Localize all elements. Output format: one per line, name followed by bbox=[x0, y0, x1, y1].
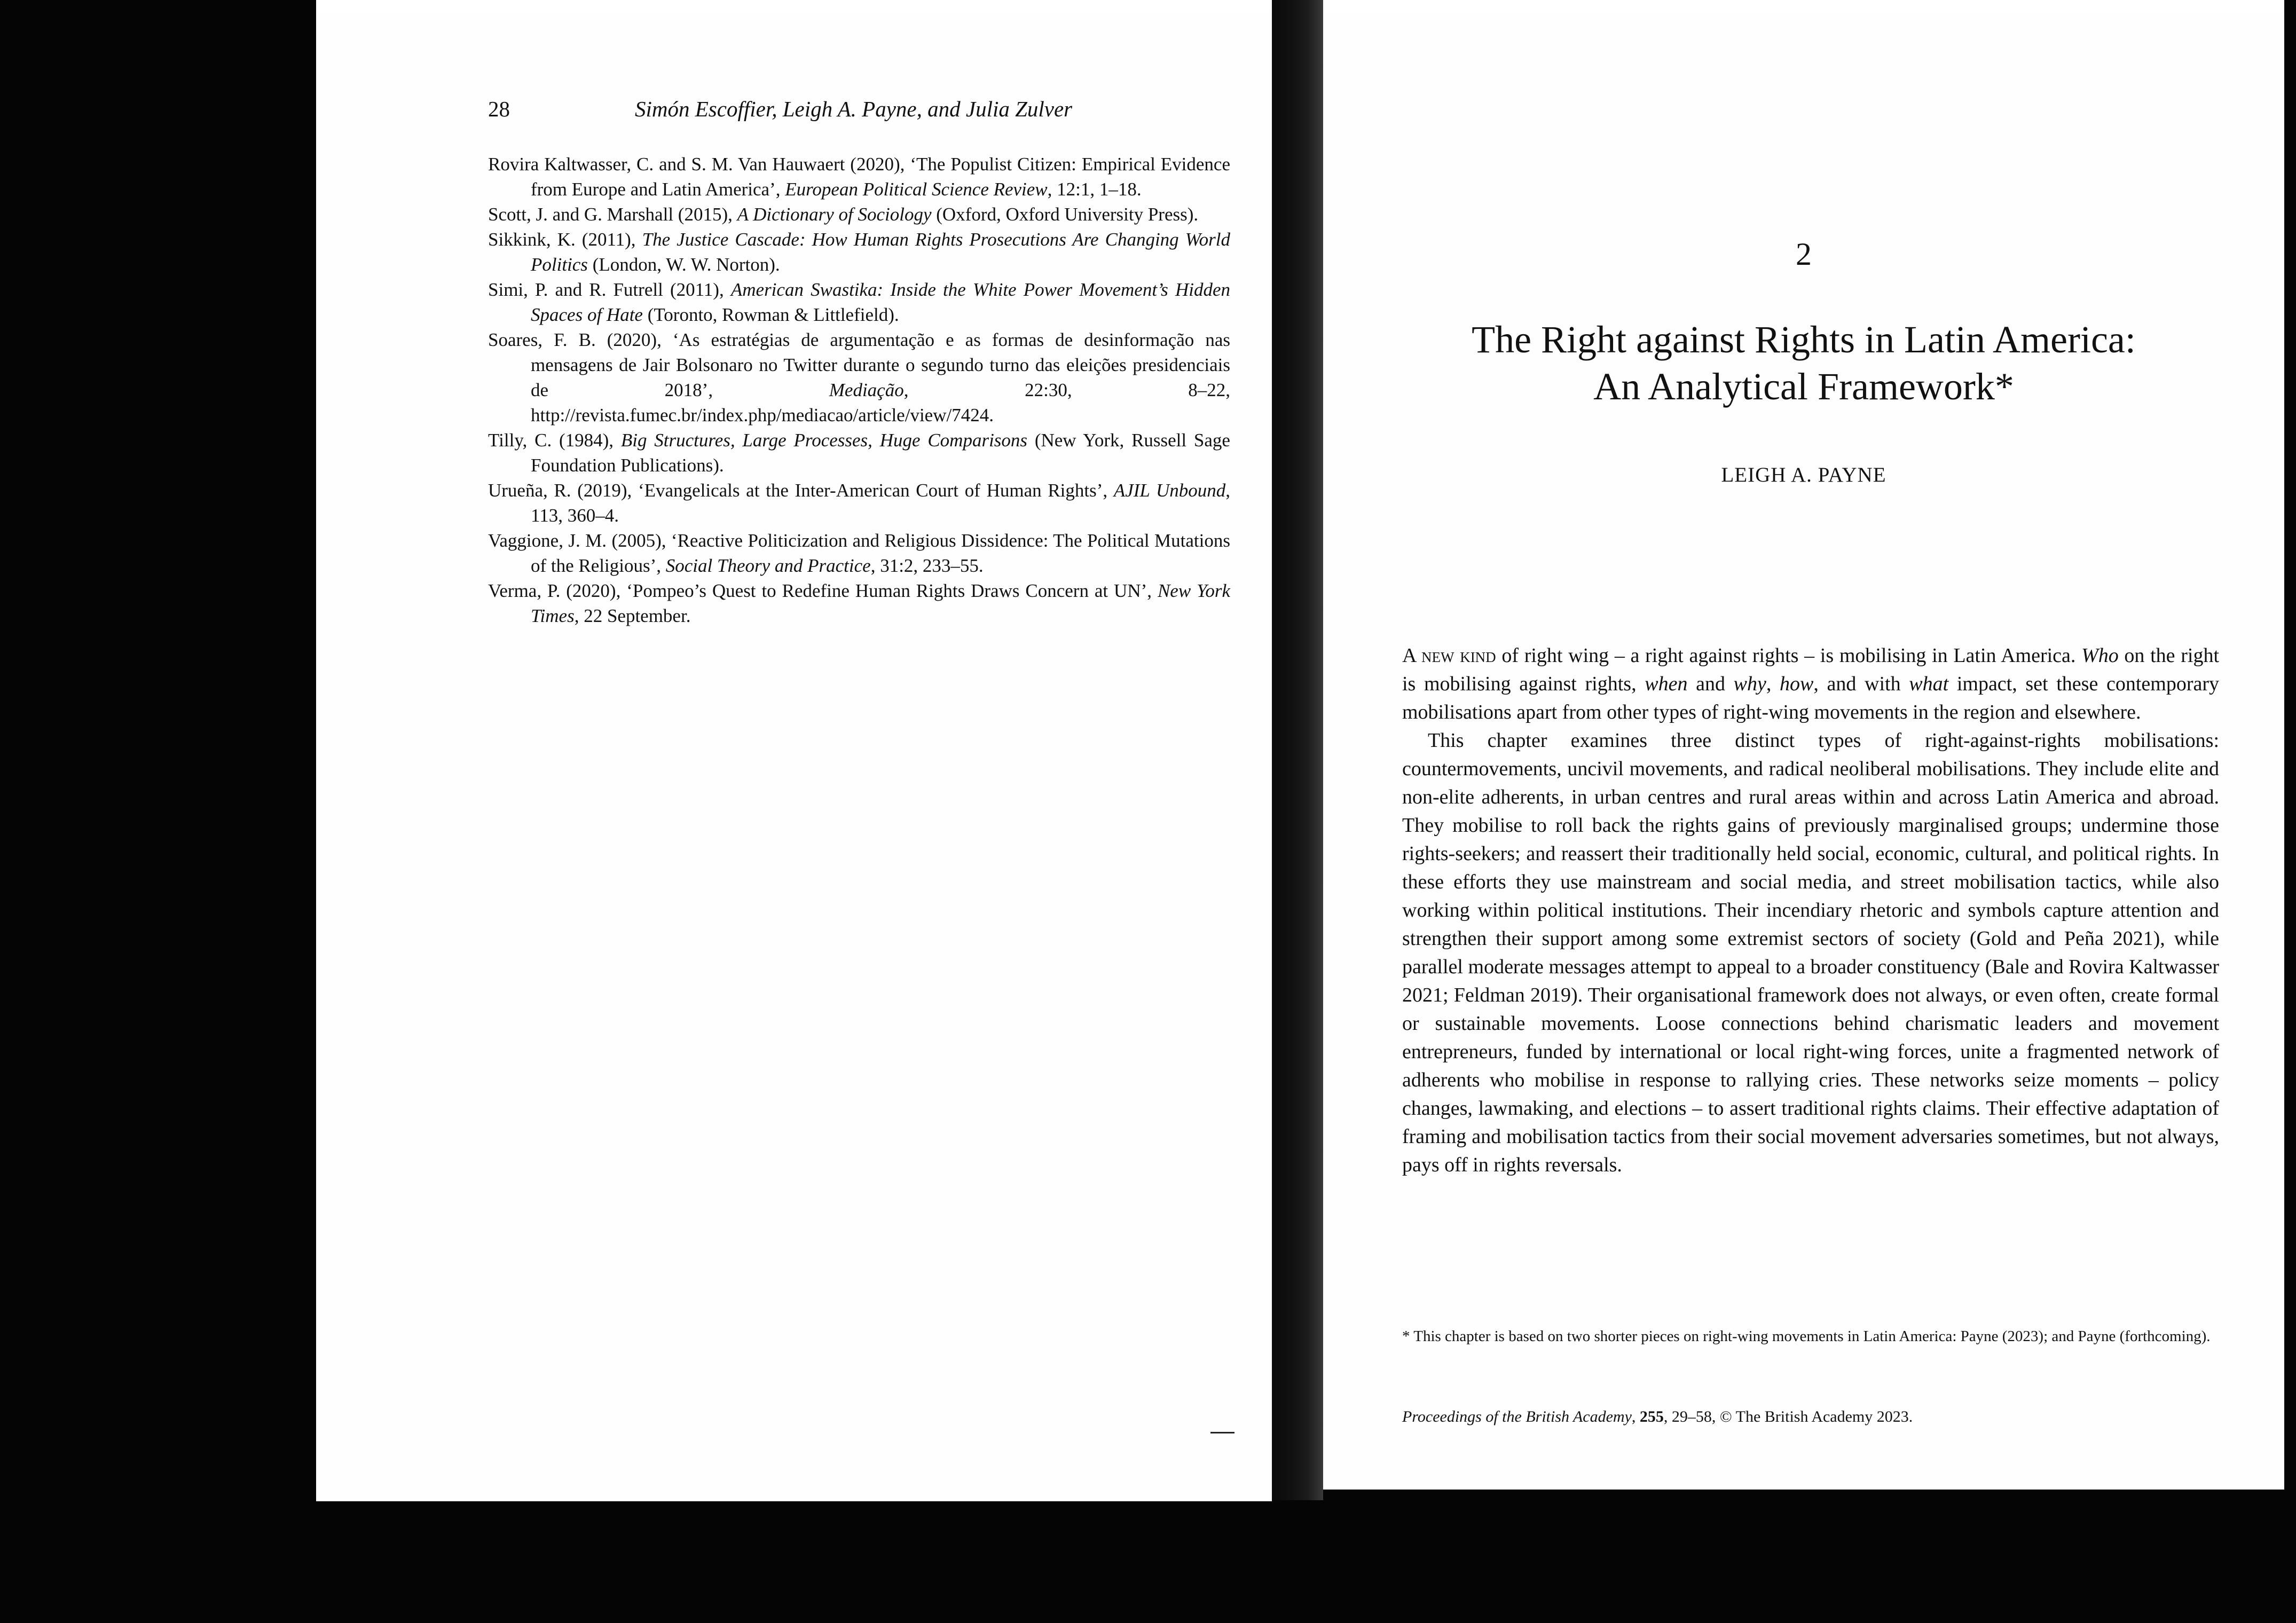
right-page bbox=[1323, 12, 2284, 1485]
chapter-title-line-2: An Analytical Framework* bbox=[1593, 365, 2014, 408]
reference-entry: Scott, J. and G. Marshall (2015), A Dictionary of Sociology (Oxford, Oxford University Press). bbox=[488, 204, 1199, 225]
opening-paragraph: A new kind of right wing – a right against rights – is mobilising in Latin America. Who on the right is mobilising against rights, when and why, how, and with what impact, set these contemporary mobilisations apart from other types of right-wing movements in the region and elsewhere. bbox=[1402, 644, 2220, 723]
reference-entry: Vaggione, J. M. (2005), ‘Reactive Politicization and Religious Dissidence: The Political Mutations of the Religious’, Social Theory and Practice, 31:2, 233–55. bbox=[488, 530, 1230, 576]
reference-entry: Tilly, C. (1984), Big Structures, Large Processes, Huge Comparisons (New York, Russell Sage Foundation Publications). bbox=[488, 430, 1230, 476]
scan-border-right bbox=[2284, 0, 2296, 1623]
reference-entry: Soares, F. B. (2020), ‘As estratégias de argumentação e as formas de desinformação nas mensagens de Jair Bolsonaro no Twitter durante o segundo turno das eleições presidenciais de 2018’, Mediação, 22:30, 8–22, http://revista.fumec.br/index.php/mediacao/article/view/7424. bbox=[488, 329, 1230, 426]
scan-border-left bbox=[0, 0, 316, 1623]
scan-border-bottom bbox=[0, 1490, 2296, 1623]
page-mark-dash bbox=[1210, 1432, 1235, 1433]
book-gutter bbox=[1272, 0, 1323, 1500]
chapter-title-line-1: The Right against Rights in Latin America: bbox=[1472, 318, 2136, 361]
chapter-author: LEIGH A. PAYNE bbox=[1721, 463, 1886, 486]
reference-entry: Urueña, R. (2019), ‘Evangelicals at the Inter-American Court of Human Rights’, AJIL Unbound, 113, 360–4. bbox=[488, 480, 1230, 526]
body-paragraph: This chapter examines three distinct types of right-against-rights mobilisations: countermovements, uncivil movements, and radical neoliberal mobilisations. They include elite and non-elite adherents, in urban centres and rural areas within and across Latin America and abroad. They mobilise to roll back the rights gains of previously marginalised groups; undermine those rights-seekers; and reassert their traditionally held social, economic, cultural, and political rights. In these efforts they use mainstream and social media, and street mobilisation tactics, while also working within political institutions. Their incendiary rhetoric and symbols capture attention and strengthen their support among some extremist sectors of society (Gold and Peña 2021), while parallel moderate messages attempt to appeal to a broader constituency (Bale and Rovira Kaltwasser 2021; Feldman 2019). Their organisational framework does not always, or even often, create formal or sustainable movements. Loose connections behind charismatic leaders and movement entrepreneurs, funded by international or local right-wing forces, unite a fragmented network of adherents who mobilise in response to rallying cries. These networks seize moments – policy changes, lawmaking, and elections – to assert traditional rights claims. Their effective adaptation of framing and mobilisation tactics from their social movement adversaries sometimes, but not always, pays off in rights reversals. bbox=[1402, 729, 2219, 1176]
reference-entry: Rovira Kaltwasser, C. and S. M. Van Hauwaert (2020), ‘The Populist Citizen: Empirical Evidence from Europe and Latin America’, European Political Science Review, 12:1, 1–18. bbox=[488, 154, 1230, 200]
left-page bbox=[316, 12, 1272, 1501]
running-head: Simón Escoffier, Leigh A. Payne, and Julia Zulver bbox=[635, 97, 1073, 121]
chapter-body bbox=[1402, 642, 2219, 1179]
page-number: 28 bbox=[488, 97, 510, 121]
reference-entry: Simi, P. and R. Futrell (2011), American Swastika: Inside the White Power Movement’s Hidden Spaces of Hate (Toronto, Rowman & Littlefield). bbox=[488, 279, 1230, 325]
chapter-title bbox=[1366, 316, 2242, 410]
reference-entry: Sikkink, K. (2011), The Justice Cascade: How Human Rights Prosecutions Are Changing World Politics (London, W. W. Norton). bbox=[488, 229, 1231, 275]
footnote: * This chapter is based on two shorter pieces on right-wing movements in Latin America: Payne (2023); and Payne (forthcoming). bbox=[1402, 1328, 2211, 1345]
reference-entry: Verma, P. (2020), ‘Pompeo’s Quest to Redefine Human Rights Draws Concern at UN’, New York Times, 22 September. bbox=[488, 580, 1230, 626]
chapter-number: 2 bbox=[1796, 237, 1812, 272]
journal-citation: Proceedings of the British Academy, 255, 29–58, © The British Academy 2023. bbox=[1402, 1408, 1913, 1425]
reference-list bbox=[488, 152, 1230, 628]
